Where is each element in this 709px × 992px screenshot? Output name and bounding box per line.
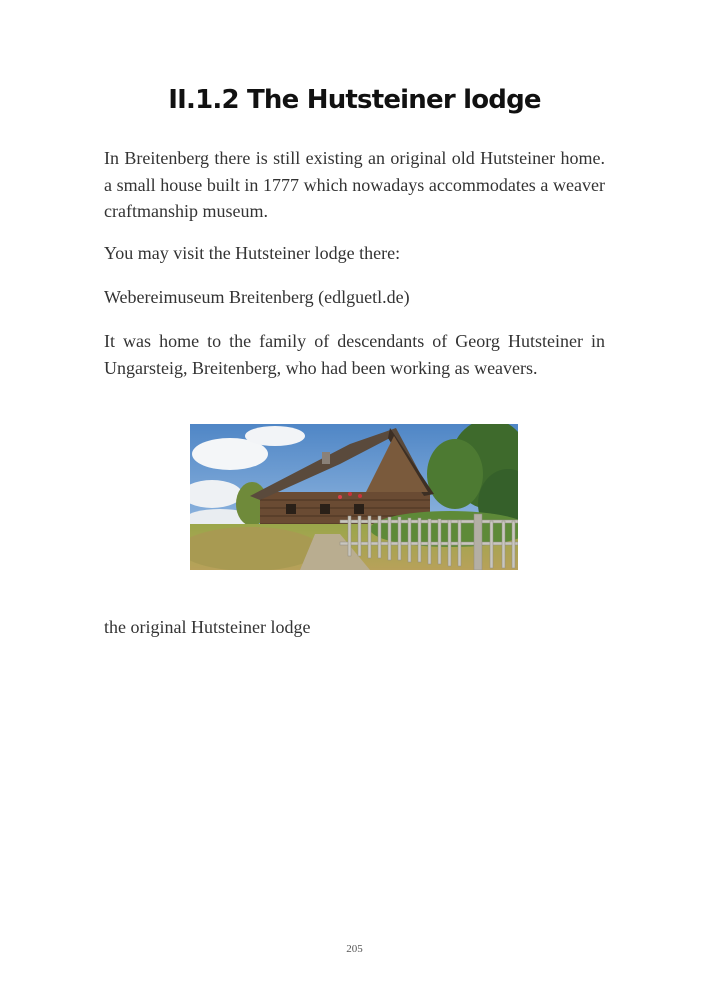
image-caption: the original Hutsteiner lodge [104,617,311,637]
paragraph-museum-name: Webereimuseum Breitenberg (edlguetl.de) [104,287,410,307]
paragraph-family: It was home to the family of descendants of Georg Hutsteiner in Ungarsteig, Breitenberg, who had been working as weavers. [104,331,605,378]
paragraph-visit: You may visit the Hutsteiner lodge there: [104,243,401,263]
lodge-photo [190,424,518,570]
page-number: 205 [346,943,363,955]
paragraph-intro: In Breitenberg there is still existing an original old Hutsteiner home. a small house built in 1777 which nowadays accommodates a weaver craftmanship museum. [104,148,605,221]
section-heading: II.1.2 The Hutsteiner lodge [168,85,541,115]
